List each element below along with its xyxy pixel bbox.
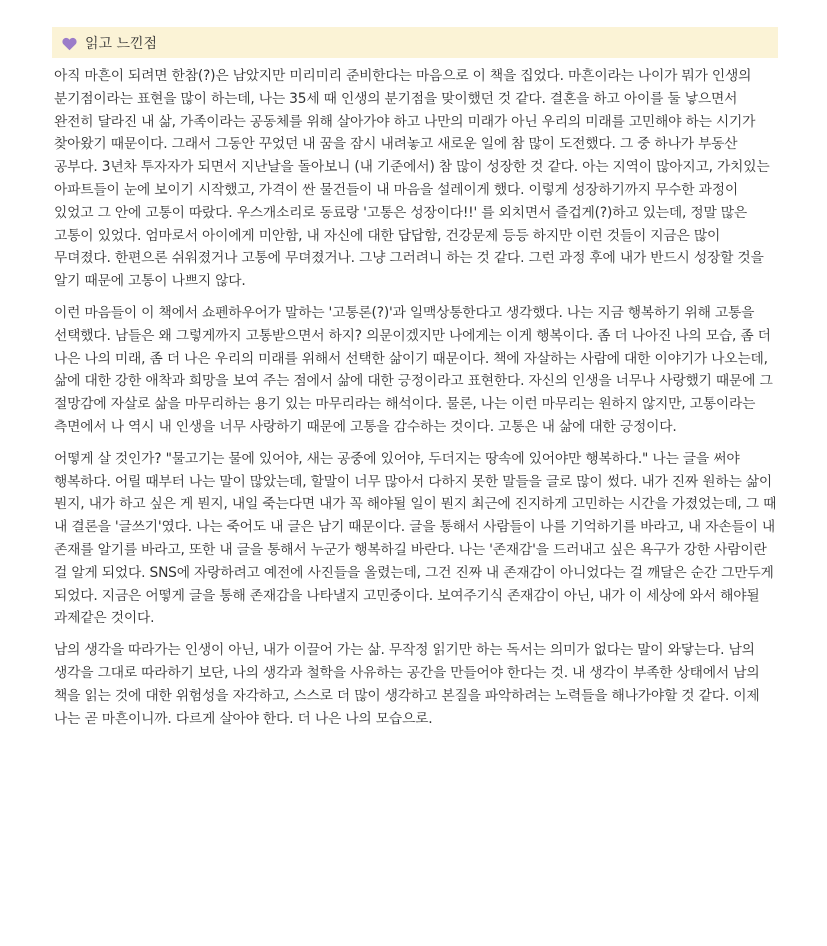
section-title: 읽고 느낀점 [85,35,158,52]
paragraph: 이런 마음들이 이 책에서 쇼펜하우어가 말하는 '고통론(?)'과 일맥상통한다고 생각했다. 나는 지금 행복하기 위해 고통을 선택했다. 남들은 왜 그렇게까지 고통받으면서 하지? 의문이겠지만 나에게는 이게 행복이다. 좀 더 나아진 나의 모습, 좀 더 나은 나의 미래, 좀 더 나은 우리의 미래를 위해서 선택한 삶이기 때문이다. 책에 자살하는 사람에 대한 이야기가 나오는데, 삶에 대한 강한 애착과 희망을 보여 주는 점에서 삶에 대한 긍정이라고 표현한다. 자신의 인생을 너무나 사랑했기 때문에 그 절망감에 자살로 삶을 마무리하는 용기 있는 마무리라는 해석이다. 물론, 나는 이런 마무리는 원하지 않지만, 고통이라는 측면에서 나 역시 내 인생을 너무 사랑하기 때문에 고통을 감수하는 것이다. 고통은 내 삶에 대한 긍정이다. [54,304,773,435]
section-header [52,27,778,58]
purple-heart-icon [62,36,77,50]
review-section [52,27,778,739]
paragraph: 아직 마흔이 되려면 한참(?)은 남았지만 미리미리 준비한다는 마음으로 이 책을 집었다. 마흔이라는 나이가 뭐가 인생의 분기점이라는 표현을 많이 하는데, 나는 35세 때 인생의 분기점을 맞이했던 것 같다. 결혼을 하고 아이를 둘 낳으면서 완전히 달라진 내 삶, 가족이라는 공동체를 위해 살아가야 하고 나만의 미래가 아닌 우리의 미래를 고민해야 하는 시기가 찾아왔기 때문이다. 그래서 그동안 꾸었던 내 꿈을 잠시 내려놓고 새로운 일에 참 많이 도전했다. 그 중 하나가 부동산 공부다. 3년차 투자자가 되면서 지난날을 돌아보니 (내 기준에서) 참 많이 성장한 것 같다. 아는 지역이 많아지고, 가치있는 아파트들이 눈에 보이기 시작했고, 가격이 싼 물건들이 내 마음을 설레이게 했다. 이렇게 성장하기까지 무수한 과정이 있었고 그 안에 고통이 따랐다. 우스개소리로 동료랑 '고통은 성장이다!!' 를 외치면서 즐겁게(?)하고 있는데, 정말 많은 고통이 있었다. 엄마로서 아이에게 미안함, 내 자신에 대한 답답함, 건강문제 등등 하지만 이런 것들이 지금은 많이 무뎌졌다. 한편으론 쉬워졌거나 고통에 무뎌졌거나. 그냥 그러려니 하는 것 같다. 그런 과정 후에 내가 반드시 성장할 것을 알기 때문에 고통이 나쁘지 않다. [54,68,770,290]
article-body [52,65,778,730]
paragraph: 어떻게 살 것인가? "물고기는 물에 있어야, 새는 공중에 있어야, 두더지는 땅속에 있어야만 행복하다." 나는 글을 써야 행복하다. 어릴 때부터 나는 말이 많았는데, 할말이 너무 많아서 다하지 못한 말들을 글로 많이 썼다. 내가 진짜 원하는 삶이 뭔지, 내가 하고 싶은 게 뭔지, 내일 죽는다면 내가 꼭 해야될 일이 뭔지 최근에 진지하게 고민하는 시간을 가졌었는데, 그 때 내 결론을 '글쓰기'였다. 나는 죽어도 내 글은 남기 때문이다. 글을 통해서 사람들이 나를 기억하기를 바라고, 내 자손들이 내 존재를 알기를 바라고, 또한 내 글을 통해서 누군가 행복하길 바란다. 나는 '존재감'을 드러내고 싶은 욕구가 강한 사람이란 걸 알게 되었다. SNS에 자랑하려고 예전에 사진들을 올렸는데, 그건 진짜 내 존재감이 아니었다는 걸 깨달은 순간 그만두게 되었다. 지금은 어떻게 글을 통해 존재감을 나타낼지 고민중이다. 보여주기식 존재감이 아닌, 내가 이 세상에 와서 해야될 과제같은 것이다. [54,450,777,627]
paragraph: 남의 생각을 따라가는 인생이 아닌, 내가 이끌어 가는 삶. 무작정 읽기만 하는 독서는 의미가 없다는 말이 와닿는다. 남의 생각을 그대로 따라하기 보단, 나의 생각과 철학을 사유하는 공간을 만들어야 한다는 것. 내 생각이 부족한 상태에서 남의 책을 읽는 것에 대한 위험성을 자각하고, 스스로 더 많이 생각하고 본질을 파악하려는 노력들을 해나가야할 것 같다. 이제 나는 곧 마흔이니까. 다르게 살아야 한다. 더 나은 나의 모습으로. [54,642,760,727]
